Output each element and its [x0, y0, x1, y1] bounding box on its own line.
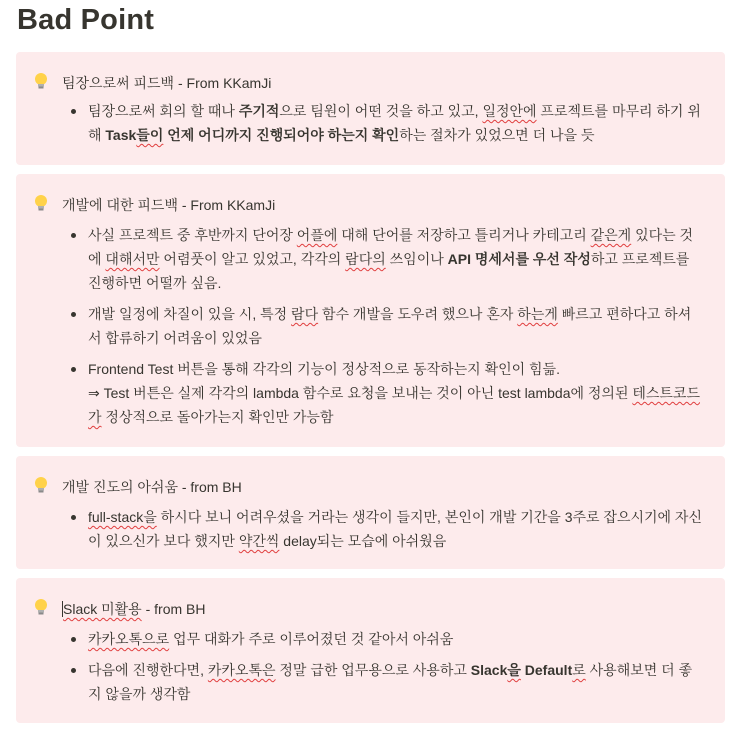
bullet-list	[62, 99, 702, 147]
list-item[interactable]: 사실 프로젝트 중 후반까지 단어장 어플에 대해 단어를 저장하고 틀리거나 카테고리 같은게 있다는 것에 대해서만 어렴풋이 알고 있었고, 각각의 람다의 쓰임이나 API 명세서를 우선 작성하고 프로젝트를 진행하면 어떨까 싶음.	[62, 223, 702, 295]
callout-dev-progress[interactable]	[16, 456, 725, 569]
list-item[interactable]: 다음에 진행한다면, 카카오톡은 정말 급한 업무용으로 사용하고 Slack을 Default로 사용해보면 더 좋지 않을까 생각함	[62, 658, 702, 706]
list-item[interactable]: 개발 일정에 차질이 있을 시, 특정 람다 함수 개발을 도우려 했으나 혼자 하는게 빠르고 편하다고 하셔서 합류하기 어려움이 있었음	[62, 302, 702, 350]
list-item[interactable]: 카카오톡으로 업무 대화가 주로 이루어졌던 것 같아서 아쉬움	[62, 627, 702, 651]
lightbulb-icon	[32, 193, 50, 213]
lightbulb-icon	[32, 475, 50, 495]
bullet-list	[62, 627, 702, 706]
page-title[interactable]: Bad Point	[17, 4, 155, 36]
lightbulb-icon	[32, 71, 50, 91]
callout-dev-feedback[interactable]	[16, 174, 725, 447]
bullet-list	[62, 223, 702, 429]
callout-heading[interactable]: 팀장으로써 피드백 - From KKamJi	[62, 75, 272, 91]
callout-heading[interactable]: 개발에 대한 피드백 - From KKamJi	[62, 197, 276, 213]
list-item[interactable]: 팀장으로써 회의 할 때나 주기적으로 팀원이 어떤 것을 하고 있고, 일정안에 프로젝트를 마무리 하기 위해 Task들이 언제 어디까지 진행되어야 하는지 확인하는 절차가 있었으면 더 나을 듯	[62, 99, 702, 147]
list-item[interactable]: full-stack을 하시다 보니 어려우셨을 거라는 생각이 들지만, 본인이 개발 기간을 3주로 잡으시기에 자신이 있으신가 보다 했지만 약간씩 delay되는 모습에 아쉬웠음	[62, 505, 702, 553]
callout-heading[interactable]: Slack 미활용 - from BH	[63, 601, 206, 617]
list-item[interactable]: Frontend Test 버튼을 통해 각각의 기능이 정상적으로 동작하는지 확인이 힘듦. ⇒ Test 버튼은 실제 각각의 lambda 함수로 요청을 보내는 것이 아닌 test lambda에 정의된 테스트코드가 정상적으로 돌아가는지 확인만 가능함	[62, 357, 702, 429]
bullet-list	[62, 505, 702, 553]
callout-team-lead-feedback[interactable]	[16, 52, 725, 165]
callout-heading[interactable]: 개발 진도의 아쉬움 - from BH	[62, 479, 242, 495]
callout-slack-unused[interactable]	[16, 578, 725, 723]
lightbulb-icon	[32, 597, 50, 617]
